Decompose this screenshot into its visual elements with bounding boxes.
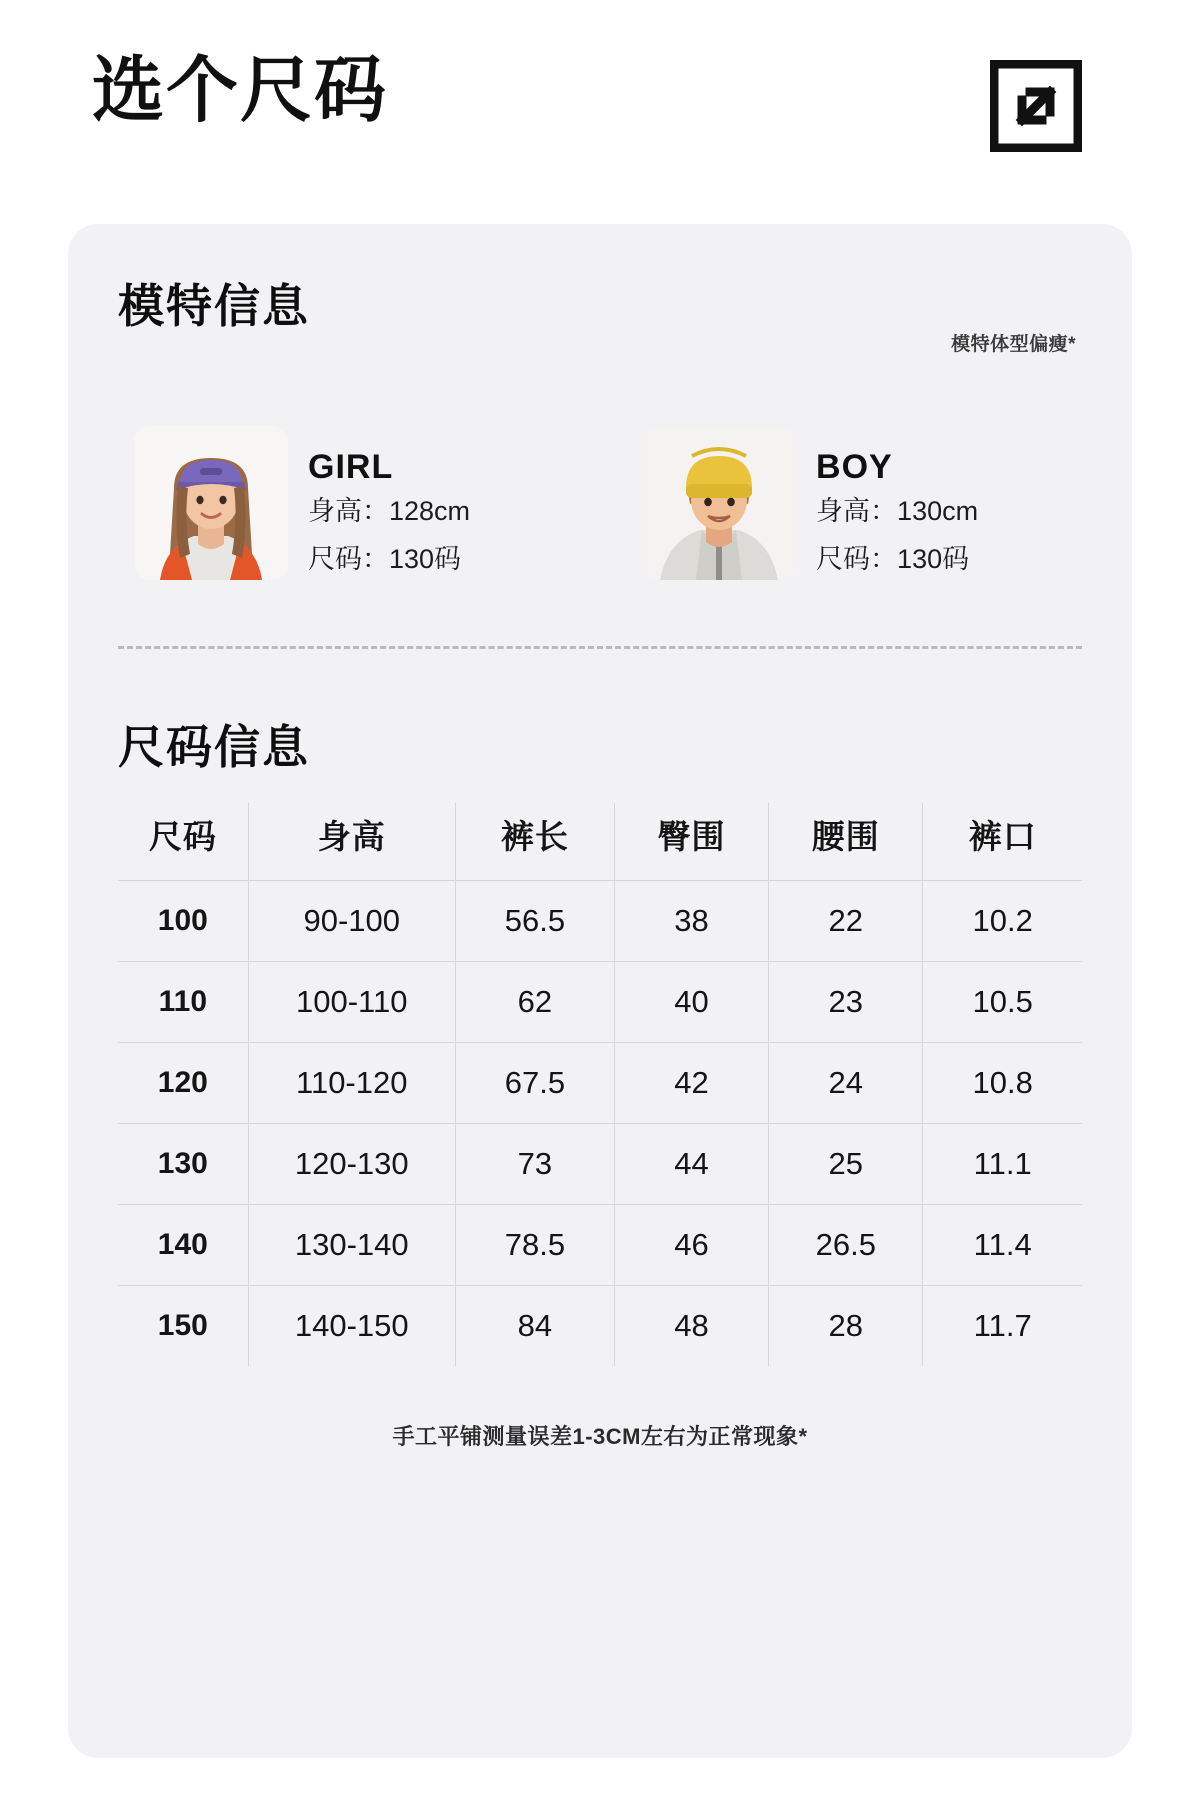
model-list	[118, 426, 1082, 580]
cell-hip: 48	[614, 1286, 768, 1367]
model-height: 身高：128cm	[308, 496, 471, 526]
cell-height: 130-140	[248, 1205, 455, 1286]
cell-hip: 42	[614, 1043, 768, 1124]
measurement-footnote: 手工平铺测量误差1-3CM左右为正常现象*	[392, 1424, 808, 1449]
model-size: 尺码：130码	[816, 543, 970, 574]
cell-length: 73	[455, 1124, 614, 1205]
size-section-title: 尺码信息	[118, 721, 310, 773]
cell-hip: 44	[614, 1124, 768, 1205]
page-header	[0, 0, 1200, 150]
cell-size: 130	[118, 1124, 248, 1205]
cell-length: 78.5	[455, 1205, 614, 1286]
cell-hip: 38	[614, 881, 768, 962]
cell-cuff: 11.1	[923, 1124, 1082, 1205]
column-header: 腰围	[769, 803, 923, 881]
cell-cuff: 10.5	[923, 962, 1082, 1043]
cell-height: 90-100	[248, 881, 455, 962]
cell-cuff: 10.8	[923, 1043, 1082, 1124]
cell-waist: 25	[769, 1124, 923, 1205]
cell-cuff: 11.7	[973, 1308, 1032, 1343]
column-header: 裤长	[455, 803, 614, 881]
cell-size: 120	[118, 1043, 248, 1124]
model-section-header	[118, 270, 1082, 366]
model-card-boy	[642, 426, 978, 580]
model-body-note: 模特体型偏瘦*	[951, 334, 1076, 355]
cell-waist: 23	[769, 962, 923, 1043]
column-header: 尺码	[118, 803, 248, 881]
cell-waist: 24	[769, 1043, 923, 1124]
cell-height: 140-150	[248, 1286, 455, 1367]
girl-model-info	[308, 426, 470, 580]
cell-length: 56.5	[455, 881, 614, 962]
table-row	[118, 1205, 1082, 1286]
model-section-title: 模特信息	[118, 280, 310, 332]
table-row	[118, 1043, 1082, 1124]
cell-length: 67.5	[455, 1043, 614, 1124]
cell-size: 100	[118, 881, 248, 962]
cell-size: 110	[118, 962, 248, 1043]
cell-length: 84	[455, 1286, 614, 1367]
section-divider	[118, 646, 1082, 649]
expand-arrows-icon[interactable]	[990, 60, 1082, 152]
table-row	[118, 881, 1082, 962]
size-table	[118, 803, 1082, 1366]
boy-model-photo	[642, 426, 796, 580]
model-height: 身高：130cm	[816, 496, 979, 526]
column-header: 身高	[248, 803, 455, 881]
cell-length: 62	[455, 962, 614, 1043]
cell-cuff: 11.4	[923, 1205, 1082, 1286]
cell-height: 100-110	[248, 962, 455, 1043]
model-name: BOY	[816, 448, 893, 486]
cell-size: 140	[118, 1205, 248, 1286]
model-card-girl	[134, 426, 470, 580]
model-name: GIRL	[308, 448, 394, 486]
cell-cuff: 10.2	[923, 881, 1082, 962]
model-size: 尺码：130码	[308, 543, 462, 574]
table-row	[118, 962, 1082, 1043]
page-title: 选个尺码	[92, 51, 389, 131]
cell-hip: 40	[614, 962, 768, 1043]
boy-model-info	[816, 426, 978, 580]
cell-waist: 22	[769, 881, 923, 962]
table-row	[118, 1286, 1082, 1367]
size-info-card	[68, 224, 1132, 1758]
cell-hip: 46	[614, 1205, 768, 1286]
girl-model-photo	[134, 426, 288, 580]
cell-size: 150	[118, 1286, 248, 1367]
cell-height: 110-120	[248, 1043, 455, 1124]
column-header: 臀围	[614, 803, 768, 881]
cell-height: 120-130	[248, 1124, 455, 1205]
column-header: 裤口	[923, 803, 1082, 881]
cell-waist: 26.5	[769, 1205, 923, 1286]
cell-waist: 28	[769, 1286, 923, 1367]
table-row	[118, 1124, 1082, 1205]
table-header-row	[118, 803, 1082, 881]
